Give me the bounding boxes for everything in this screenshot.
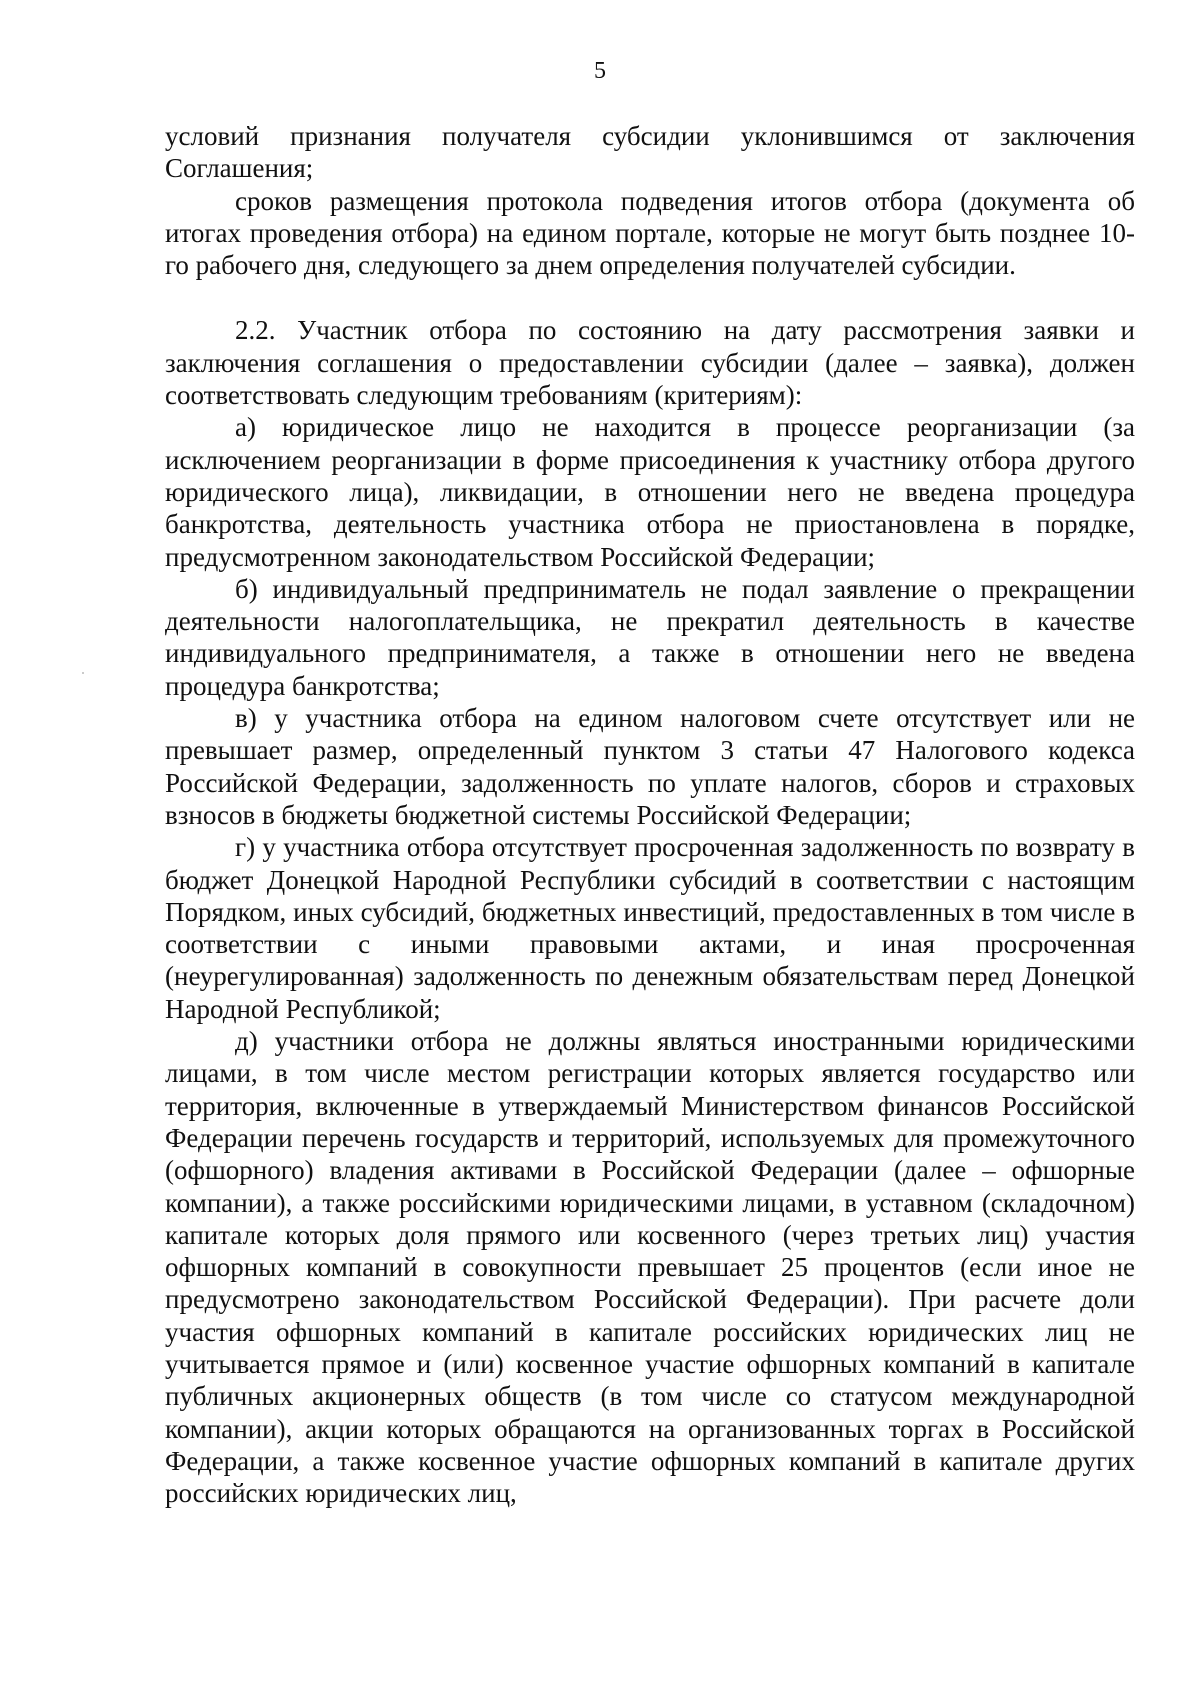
paragraph-item-b: б) индивидуальный предприниматель не подал заявление о прекращении деятельности налогоплательщика, не прекратил деятельность в качестве индивидуального предпринимателя, а также в отношении него не введена процедура банкротства; xyxy=(165,573,1135,701)
paragraph-withdrawal-conditions: условий признания получателя субсидии уклонившимся от заключения Соглашения; xyxy=(165,121,1135,184)
page-number: 5 xyxy=(594,58,606,84)
paragraph-item-g: г) у участника отбора отсутствует просроченная задолженность по возврату в бюджет Донецкой Народной Республики субсидий в соответствии с настоящим Порядком, иных субсидий, бюджетных инвестиций, предоставленных в том числе в соответствии с иными правовыми актами, и иная просроченная (неурегулированная) задолженность по денежным обязательствам перед Донецкой Народной Республикой; xyxy=(165,832,1135,1024)
paragraph-spacer xyxy=(165,281,1135,314)
document-body xyxy=(165,120,1135,1509)
paragraph-item-a: а) юридическое лицо не находится в процессе реорганизации (за исключением реорганизации в форме присоединения к участнику отбора другого юридического лица), ликвидации, в отношении него не введена процедура банкротства, деятельность участника отбора не приостановлена в порядке, предусмотренном законодательством Российской Федерации; xyxy=(165,412,1135,572)
paragraph-item-d: д) участники отбора не должны являться иностранными юридическими лицами, в том числе местом регистрации которых является государство или территория, включенные в утверждаемый Министерством финансов Российской Федерации перечень государств и территорий, используемых для промежуточного (офшорного) владения активами в Российской Федерации (далее – офшорные компании), а также российскими юридическими лицами, в уставном (складочном) капитале которых доля прямого или косвенного (через третьих лиц) участия офшорных компаний в совокупности превышает 25 процентов (если иное не предусмотрено законодательством Российской Федерации). При расчете доли участия офшорных компаний в капитале российских юридических лиц не учитывается прямое и (или) косвенное участие офшорных компаний в капитале публичных акционерных обществ (в том числе со статусом международной компании), акции которых обращаются на организованных торгах в Российской Федерации, а также косвенное участие офшорных компаний в капитале других российских юридических лиц, xyxy=(165,1026,1135,1509)
paragraph-section-2-2: 2.2. Участник отбора по состоянию на дату рассмотрения заявки и заключения соглашения о предоставлении субсидии (далее – заявка), должен соответствовать следующим требованиям (критериям): xyxy=(165,315,1135,411)
scan-artifact-dot xyxy=(82,672,84,674)
paragraph-protocol-deadlines: сроков размещения протокола подведения итогов отбора (документа об итогах проведения отбора) на едином портале, которые не могут быть позднее 10-го рабочего дня, следующего за днем определения получателей субсидии. xyxy=(165,185,1135,281)
paragraph-item-v: в) у участника отбора на едином налоговом счете отсутствует или не превышает размер, определенный пунктом 3 статьи 47 Налогового кодекса Российской Федерации, задолженность по уплате налогов, сборов и страховых взносов в бюджеты бюджетной системы Российской Федерации; xyxy=(165,703,1135,830)
